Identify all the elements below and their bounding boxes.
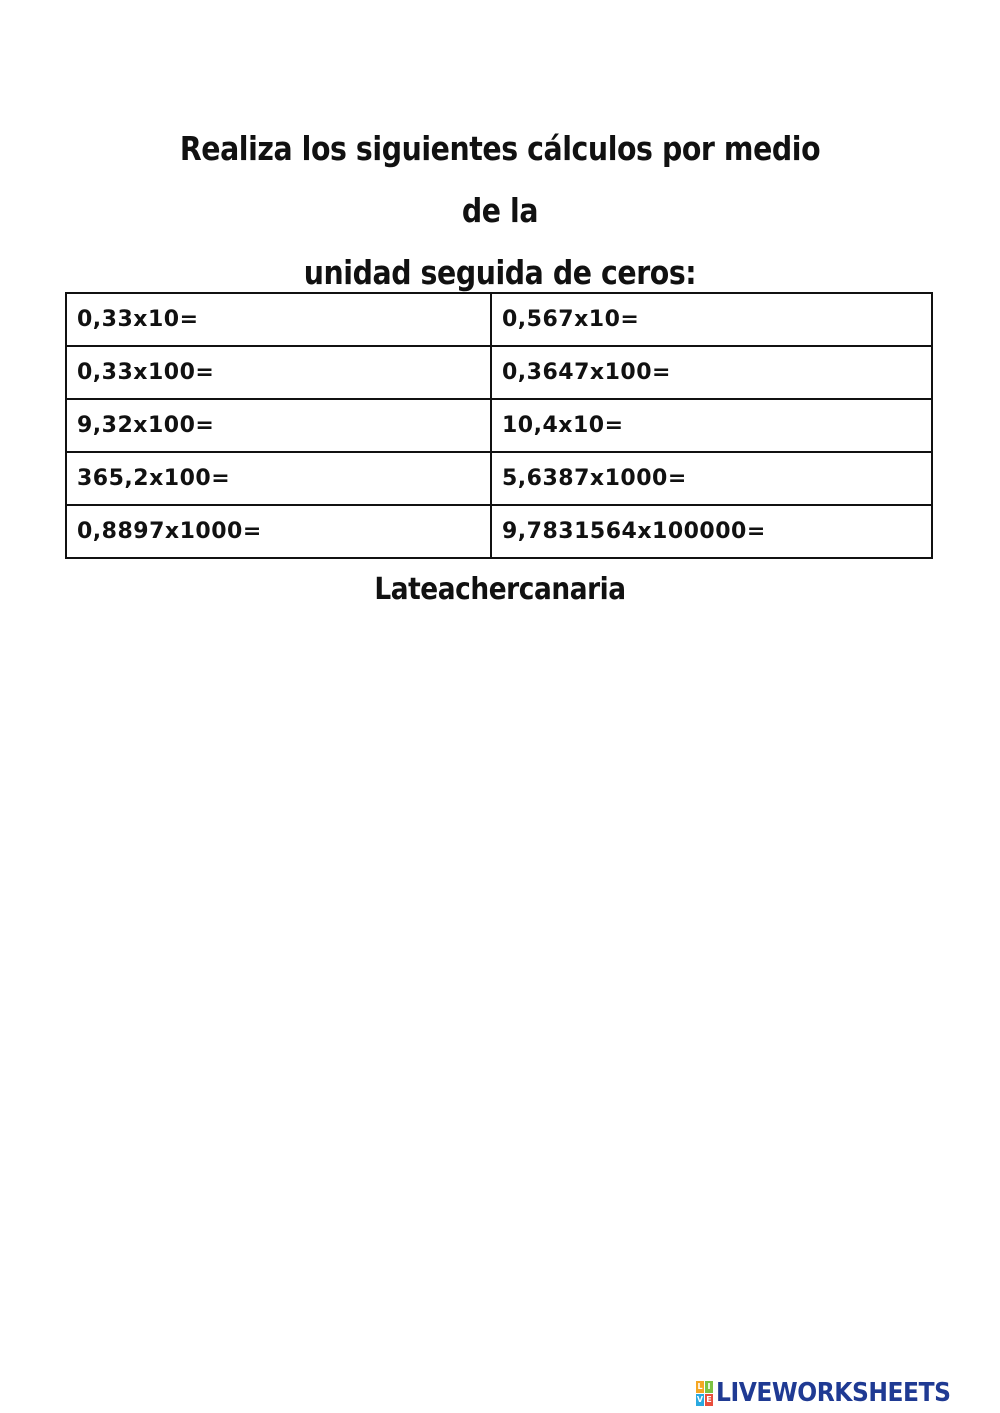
title-line-2: unidad seguida de ceros: (303, 253, 697, 292)
calculation-table (65, 292, 933, 559)
author-name: Lateachercanaria (374, 572, 626, 607)
table-row (66, 346, 932, 399)
logo-letter: V (696, 1395, 704, 1404)
table-cell: 0,567x10= (491, 293, 932, 346)
table-cell: 0,3647x100= (491, 346, 932, 399)
logo-letter: E (706, 1395, 712, 1404)
table-cell: 365,2x100= (66, 452, 491, 505)
title-line-1: Realiza los siguientes cálculos por medio de la (179, 129, 821, 230)
logo-letter: I (705, 1381, 713, 1393)
table-row (66, 452, 932, 505)
table-cell: 0,33x10= (66, 293, 491, 346)
liveworksheets-brand (696, 1378, 977, 1408)
logo-letter: L (697, 1382, 703, 1391)
table-row (66, 505, 932, 558)
brand-text: LIVEWORKSHEETS (716, 1378, 951, 1408)
table-row (66, 293, 932, 346)
table-cell: 5,6387x1000= (491, 452, 932, 505)
liveworksheets-logo-icon (696, 1381, 713, 1406)
table-cell: 0,33x100= (66, 346, 491, 399)
table-row (66, 399, 932, 452)
table-cell: 0,8897x1000= (66, 505, 491, 558)
table-cell: 9,7831564x100000= (491, 505, 932, 558)
table-cell: 10,4x10= (491, 399, 932, 452)
table-cell: 9,32x100= (66, 399, 491, 452)
worksheet-title (156, 118, 844, 304)
